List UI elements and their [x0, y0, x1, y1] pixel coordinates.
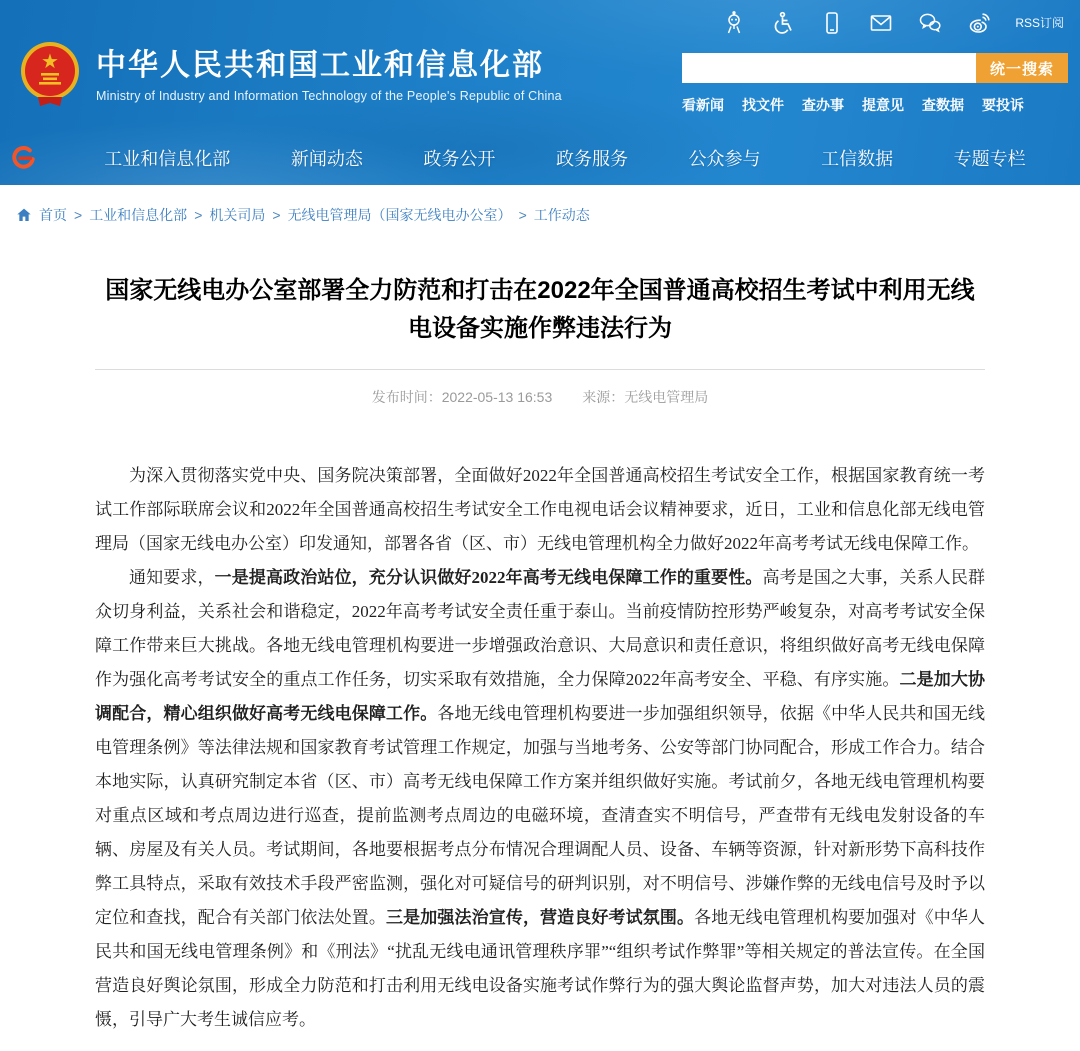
paragraph-emphasis: 三是加强法治宣传，营造良好考试氛围。	[386, 908, 695, 927]
publish-time: 2022-05-13 16:53	[441, 389, 553, 405]
source-label: 来源：	[582, 389, 625, 405]
breadcrumb-separator: >	[518, 207, 527, 223]
mascot-icon[interactable]	[721, 10, 746, 35]
article-meta	[95, 387, 985, 407]
breadcrumb	[0, 185, 1080, 225]
quick-links	[682, 95, 1068, 115]
quick-link-documents[interactable]: 找文件	[742, 97, 784, 113]
breadcrumb-miit[interactable]: 工业和信息化部	[89, 207, 188, 223]
nav-item-miit[interactable]: 工业和信息化部	[104, 149, 231, 169]
brand	[18, 40, 562, 110]
paragraph-text: 各地无线电管理机构要进一步加强组织领导，依据《中华人民共和国无线电管理条例》等法律法规和国家教育考试管理工作规定，加强与当地考务、公安等部门协同配合，形成工作合力。结合本地实际，认真研究制定本省（区、市）高考无线电保障工作方案并组织做好实施。考试前夕，各地无线电管理机构要对重点区域和考点周边进行巡查，提前监测考点周边的电磁环境，查清查实不明信号，严查带有无线电发射设备的车辆、房屋及有关人员。考试期间，各地要根据考点分布情况合理调配人员、设备、车辆等资源，针对新形势下高科技作弊工具特点，采取有效技术手段严密监测，强化对可疑信号的研判识别，对不明信号、涉嫌作弊的无线电信号及时予以定位和查找，配合有关部门依法处置。	[95, 704, 986, 927]
main-nav	[0, 140, 1080, 176]
nav-item-public-participation[interactable]: 公众参与	[688, 149, 761, 169]
article-title: 国家无线电办公室部署全力防范和打击在2022年全国普通高校招生考试中利用无线电设备实施作弊违法行为	[105, 277, 975, 342]
mobile-icon[interactable]	[819, 10, 844, 35]
home-icon[interactable]	[16, 207, 32, 223]
topbar	[721, 10, 1064, 35]
site-subtitle: Ministry of Industry and Information Technology of the People's Republic of China	[96, 88, 562, 103]
breadcrumb-home[interactable]: 首页	[39, 207, 67, 223]
breadcrumb-departments[interactable]: 机关司局	[209, 207, 266, 223]
national-emblem-logo	[18, 40, 82, 110]
paragraph-emphasis: 一是提高政治站位，充分认识做好2022年高考无线电保障工作的重要性。	[214, 568, 763, 587]
title-divider	[95, 369, 985, 370]
quick-link-services[interactable]: 查办事	[802, 97, 844, 113]
quick-link-feedback[interactable]: 提意见	[862, 97, 904, 113]
article-paragraph	[95, 459, 985, 561]
accessibility-icon[interactable]	[770, 10, 795, 35]
quick-link-news[interactable]: 看新闻	[682, 97, 724, 113]
nav-item-gov-disclosure[interactable]: 政务公开	[423, 149, 496, 169]
weibo-icon[interactable]	[966, 10, 991, 35]
paragraph-emphasis: 二是加大协调配合，精心组织做好高考无线电保障工作。	[95, 670, 986, 723]
paragraph-text: 通知要求，	[129, 568, 215, 587]
article-body	[95, 459, 985, 1051]
nav-item-industry-data[interactable]: 工信数据	[821, 149, 894, 169]
page-content	[0, 185, 1080, 1051]
breadcrumb-radio-bureau[interactable]: 无线电管理局（国家无线电办公室）	[287, 207, 512, 223]
brand-text	[96, 48, 562, 103]
breadcrumb-separator: >	[74, 207, 83, 223]
paragraph-text: 为深入贯彻落实党中央、国务院决策部署，全面做好2022年全国普通高校招生考试安全工作，根据国家教育统一考试工作部际联席会议和2022年全国普通高校招生考试安全工作电视电话会议精神要求，近日，工业和信息化部无线电管理局（国家无线电办公室）印发通知，部署各省（区、市）无线电管理机构全力做好2022年高考考试无线电保障工作。	[95, 466, 985, 553]
unified-search-button[interactable]: 统一搜索	[976, 53, 1068, 83]
paragraph-text: 各地无线电管理机构要加强对《中华人民共和国无线电管理条例》和《刑法》“扰乱无线电通讯管理秩序罪”“组织考试作弊罪”等相关规定的普法宣传。在全国营造良好舆论氛围，形成全力防范和打击利用无线电设备实施考试作弊行为的强大舆论监督声势，加大对违法人员的震慑，引导广大考生诚信应考。	[95, 908, 986, 1029]
quick-link-complaint[interactable]: 要投诉	[982, 97, 1024, 113]
rss-subscribe-link[interactable]: RSS订阅	[1015, 16, 1064, 30]
site-title: 中华人民共和国工业和信息化部	[96, 48, 544, 82]
breadcrumb-separator: >	[194, 207, 203, 223]
search-input[interactable]	[682, 53, 976, 83]
nav-item-gov-services[interactable]: 政务服务	[555, 149, 628, 169]
site-swirl-logo-icon	[10, 144, 38, 172]
article-paragraph	[95, 561, 985, 1037]
mail-icon[interactable]	[868, 10, 893, 35]
publish-time-label: 发布时间：	[371, 389, 442, 405]
site-header	[0, 0, 1080, 185]
nav-item-special-topics[interactable]: 专题专栏	[953, 149, 1026, 169]
source: 无线电管理局	[624, 389, 709, 405]
nav-item-news[interactable]: 新闻动态	[290, 149, 363, 169]
wechat-icon[interactable]	[917, 10, 942, 35]
article	[95, 272, 985, 1051]
svg-text:★: ★	[41, 51, 59, 73]
breadcrumb-separator: >	[272, 207, 281, 223]
breadcrumb-work-news[interactable]: 工作动态	[533, 207, 590, 223]
search-area	[682, 53, 1068, 115]
quick-link-data[interactable]: 查数据	[922, 97, 964, 113]
paragraph-text: 高考是国之大事，关系人民群众切身利益，关系社会和谐稳定，2022年高考考试安全责任重于泰山。当前疫情防控形势严峻复杂，对高考考试安全保障工作带来巨大挑战。各地无线电管理机构要进一步增强政治意识、大局意识和责任意识，将组织做好高考无线电保障作为强化高考考试安全的重点工作任务，切实采取有效措施，全力保障2022年高考安全、平稳、有序实施。	[95, 568, 985, 689]
